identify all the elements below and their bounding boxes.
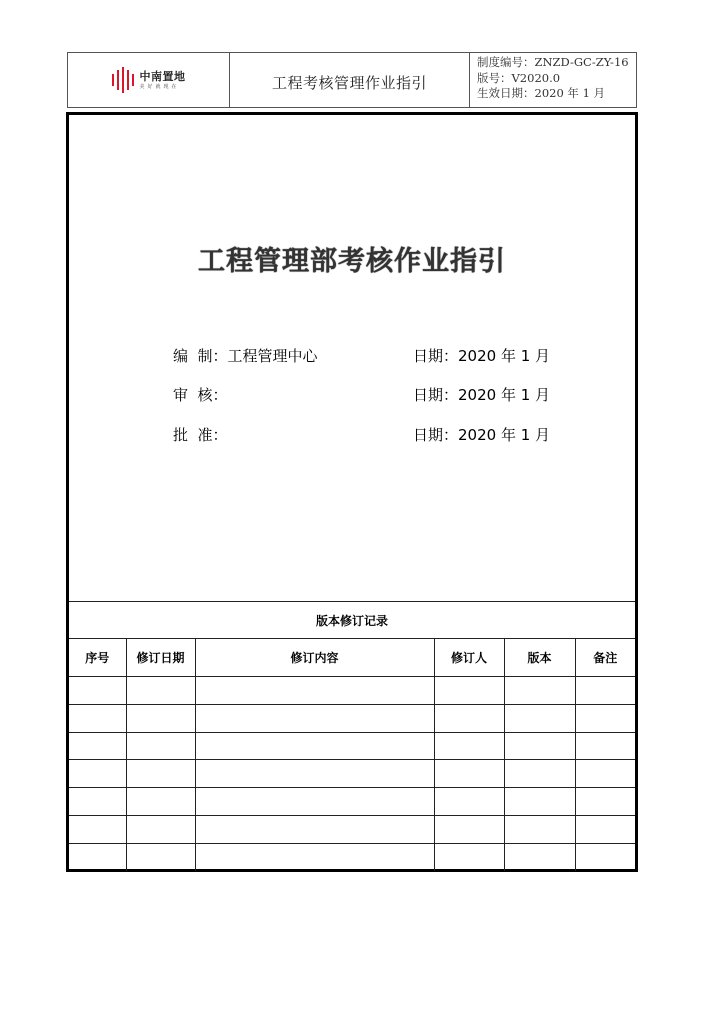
table-row (69, 677, 635, 705)
cell (195, 788, 434, 816)
revision-table-caption: 版本修订记录 (69, 602, 635, 639)
cell (504, 677, 575, 705)
cell (126, 677, 195, 705)
doc-version: 版号：V2020.0 (477, 70, 561, 85)
cell (126, 732, 195, 760)
page-title: 工程管理部考核作业指引 (198, 246, 506, 277)
cell (575, 760, 635, 788)
cell (504, 815, 575, 843)
column-header-date: 修订日期 (126, 639, 195, 677)
cell (126, 815, 195, 843)
signature-row-prepared (173, 345, 593, 366)
table-row (69, 732, 635, 760)
cell (434, 677, 504, 705)
cell (504, 704, 575, 732)
cell (195, 760, 434, 788)
table-row (69, 788, 635, 816)
cell (195, 815, 434, 843)
revision-table-header (69, 639, 635, 677)
cell (69, 788, 126, 816)
cell (126, 843, 195, 870)
cell (575, 732, 635, 760)
table-row (69, 704, 635, 732)
cover-page-body (66, 112, 638, 872)
cell (126, 788, 195, 816)
cell (575, 677, 635, 705)
header-doc-title: 工程考核管理作业指引 (230, 53, 470, 107)
signature-date: 日期：2020 年 1 月 (413, 347, 551, 365)
effective-date: 生效日期：2020 年 1 月 (477, 86, 606, 100)
cell (195, 843, 434, 870)
cell (504, 788, 575, 816)
cell (575, 843, 635, 870)
cell (69, 843, 126, 870)
signature-label: 审 核： (173, 386, 228, 404)
column-header-index: 序号 (69, 639, 126, 677)
revision-table (69, 601, 635, 871)
cell (69, 732, 126, 760)
signature-row-reviewed (173, 384, 593, 405)
cell (69, 677, 126, 705)
column-header-remarks: 备注 (575, 639, 635, 677)
cell (575, 788, 635, 816)
signature-label: 批 准： (173, 426, 228, 444)
logo-tagline: 美好就现在 (139, 83, 180, 90)
signature-row-approved (173, 424, 593, 445)
cell (195, 677, 434, 705)
cell (504, 732, 575, 760)
document-header (67, 52, 637, 108)
cell (434, 704, 504, 732)
column-header-reviser: 修订人 (434, 639, 504, 677)
column-header-content: 修订内容 (195, 639, 434, 677)
table-row (69, 760, 635, 788)
cell (575, 815, 635, 843)
cell (504, 760, 575, 788)
logo-bars-icon (112, 67, 134, 93)
signature-date: 日期：2020 年 1 月 (413, 386, 551, 404)
cell (504, 843, 575, 870)
logo-brand-name: 中南置地 (139, 69, 186, 83)
cell (69, 815, 126, 843)
cell (69, 704, 126, 732)
cell (195, 732, 434, 760)
table-row (69, 843, 635, 870)
cell (195, 704, 434, 732)
table-row (69, 815, 635, 843)
cell (126, 760, 195, 788)
cell (434, 843, 504, 870)
cell (126, 704, 195, 732)
column-header-version: 版本 (504, 639, 575, 677)
cell (69, 760, 126, 788)
signature-date: 日期：2020 年 1 月 (413, 426, 551, 444)
signature-label: 编 制：工程管理中心 (173, 347, 318, 365)
doc-number: 制度编号：ZNZD-GC-ZY-16 (477, 55, 629, 69)
cell (575, 704, 635, 732)
header-meta (470, 53, 636, 107)
cell (434, 788, 504, 816)
cell (434, 732, 504, 760)
cell (434, 760, 504, 788)
company-logo (68, 53, 230, 107)
cell (434, 815, 504, 843)
